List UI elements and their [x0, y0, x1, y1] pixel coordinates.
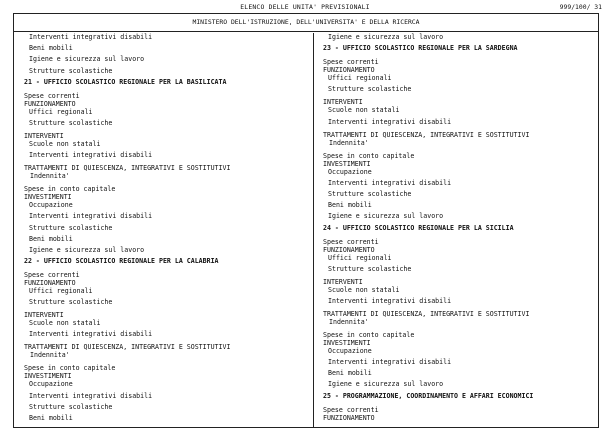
budget-item: Strutture scolastiche [328, 189, 412, 198]
left-column [24, 33, 308, 425]
ministry-header: MINISTERO DELL'ISTRUZIONE, DELL'UNIVERSITA' E DELLA RICERCA [14, 14, 598, 32]
category-heading: TRATTAMENTI DI QUIESCENZA, INTEGRATIVI E SOSTITUTIVI [24, 343, 231, 352]
category-heading: TRATTAMENTI DI QUIESCENZA, INTEGRATIVI E SOSTITUTIVI [24, 164, 231, 173]
budget-item: Strutture scolastiche [29, 402, 113, 411]
category-heading: Spese correnti [323, 237, 379, 246]
budget-item: Strutture scolastiche [29, 66, 113, 75]
sub-item: Indennita' [30, 172, 70, 181]
category-heading: INTERVENTI [323, 277, 363, 286]
budget-item: Occupazione [29, 380, 73, 389]
section-title: 24 - UFFICIO SCOLASTICO REGIONALE PER LA SICILIA [323, 223, 514, 232]
category-heading: INVESTIMENTI [323, 159, 371, 168]
section-title: 25 - PROGRAMMAZIONE, COORDINAMENTO E AFFARI ECONOMICI [323, 391, 534, 400]
document-frame [13, 13, 599, 428]
columns-container [14, 33, 598, 427]
category-heading: FUNZIONAMENTO [24, 279, 76, 288]
budget-item: Interventi integrativi disabili [29, 212, 153, 221]
category-heading: INTERVENTI [24, 311, 64, 320]
section-title: 21 - UFFICIO SCOLASTICO REGIONALE PER LA BASILICATA [24, 77, 227, 86]
budget-item: Beni mobili [29, 234, 73, 243]
budget-item: Interventi integrativi disabili [29, 33, 153, 41]
budget-item: Occupazione [328, 346, 372, 355]
budget-item: Igiene e sicurezza sul lavoro [328, 212, 444, 221]
section-title: 22 - UFFICIO SCOLASTICO REGIONALE PER LA CALABRIA [24, 257, 219, 266]
category-heading: Spese correnti [24, 91, 80, 100]
budget-item: Occupazione [29, 201, 73, 210]
category-heading: TRATTAMENTI DI QUIESCENZA, INTEGRATIVI E SOSTITUTIVI [323, 309, 530, 318]
category-heading: INTERVENTI [323, 98, 363, 107]
budget-item: Igiene e sicurezza sul lavoro [29, 55, 145, 64]
category-heading: TRATTAMENTI DI QUIESCENZA, INTEGRATIVI E SOSTITUTIVI [323, 130, 530, 139]
budget-item: Strutture scolastiche [29, 223, 113, 232]
column-divider [313, 33, 314, 427]
category-heading: INTERVENTI [24, 131, 64, 140]
budget-item: Interventi integrativi disabili [328, 358, 452, 367]
budget-item: Occupazione [328, 167, 372, 176]
budget-item: Interventi integrativi disabili [328, 178, 452, 187]
right-column [323, 33, 597, 422]
sub-item: Indennita' [329, 317, 369, 326]
budget-item: Strutture scolastiche [29, 118, 113, 127]
category-heading: Spese correnti [24, 271, 80, 280]
category-heading: FUNZIONAMENTO [323, 245, 375, 254]
budget-item: Interventi integrativi disabili [29, 330, 153, 339]
budget-item: Beni mobili [328, 369, 372, 378]
budget-item: Uffici regionali [29, 107, 93, 116]
budget-item: Interventi integrativi disabili [29, 151, 153, 160]
category-heading: INVESTIMENTI [24, 193, 72, 202]
category-heading: Spese in conto capitale [24, 185, 116, 194]
budget-item: Interventi integrativi disabili [328, 296, 452, 305]
budget-item: Igiene e sicurezza sul lavoro [29, 245, 145, 254]
category-heading: FUNZIONAMENTO [323, 413, 375, 422]
sub-item: Indennita' [329, 138, 369, 147]
budget-item: Uffici regionali [328, 253, 392, 262]
budget-item: Scuole non statali [29, 319, 101, 328]
budget-item: Strutture scolastiche [328, 264, 412, 273]
category-heading: Spese in conto capitale [323, 151, 415, 160]
budget-item: Uffici regionali [29, 287, 93, 296]
budget-item: Scuole non statali [29, 139, 101, 148]
section-title: 23 - UFFICIO SCOLASTICO REGIONALE PER LA SARDEGNA [323, 44, 518, 53]
budget-item: Strutture scolastiche [328, 85, 412, 94]
budget-item: Beni mobili [328, 201, 372, 210]
sub-item: Indennita' [30, 351, 70, 360]
budget-item: Beni mobili [29, 414, 73, 422]
page-code: 999/100/ 31 [559, 3, 602, 11]
budget-item: Igiene e sicurezza sul lavoro [328, 380, 444, 389]
document-title: ELENCO DELLE UNITA' PREVISIONALI [240, 3, 370, 11]
category-heading: INVESTIMENTI [24, 372, 72, 381]
budget-item: Igiene e sicurezza sul lavoro [328, 33, 444, 41]
category-heading: Spese in conto capitale [24, 364, 116, 373]
category-heading: INVESTIMENTI [323, 338, 371, 347]
budget-item: Uffici regionali [328, 74, 392, 83]
budget-item: Interventi integrativi disabili [328, 117, 452, 126]
category-heading: Spese correnti [323, 58, 379, 67]
category-heading: Spese in conto capitale [323, 330, 415, 339]
category-heading: FUNZIONAMENTO [24, 99, 76, 108]
category-heading: Spese correnti [323, 405, 379, 414]
budget-item: Interventi integrativi disabili [29, 391, 153, 400]
budget-item: Strutture scolastiche [29, 298, 113, 307]
category-heading: FUNZIONAMENTO [323, 66, 375, 75]
budget-item: Beni mobili [29, 44, 73, 53]
budget-item: Scuole non statali [328, 106, 400, 115]
budget-item: Scuole non statali [328, 285, 400, 294]
